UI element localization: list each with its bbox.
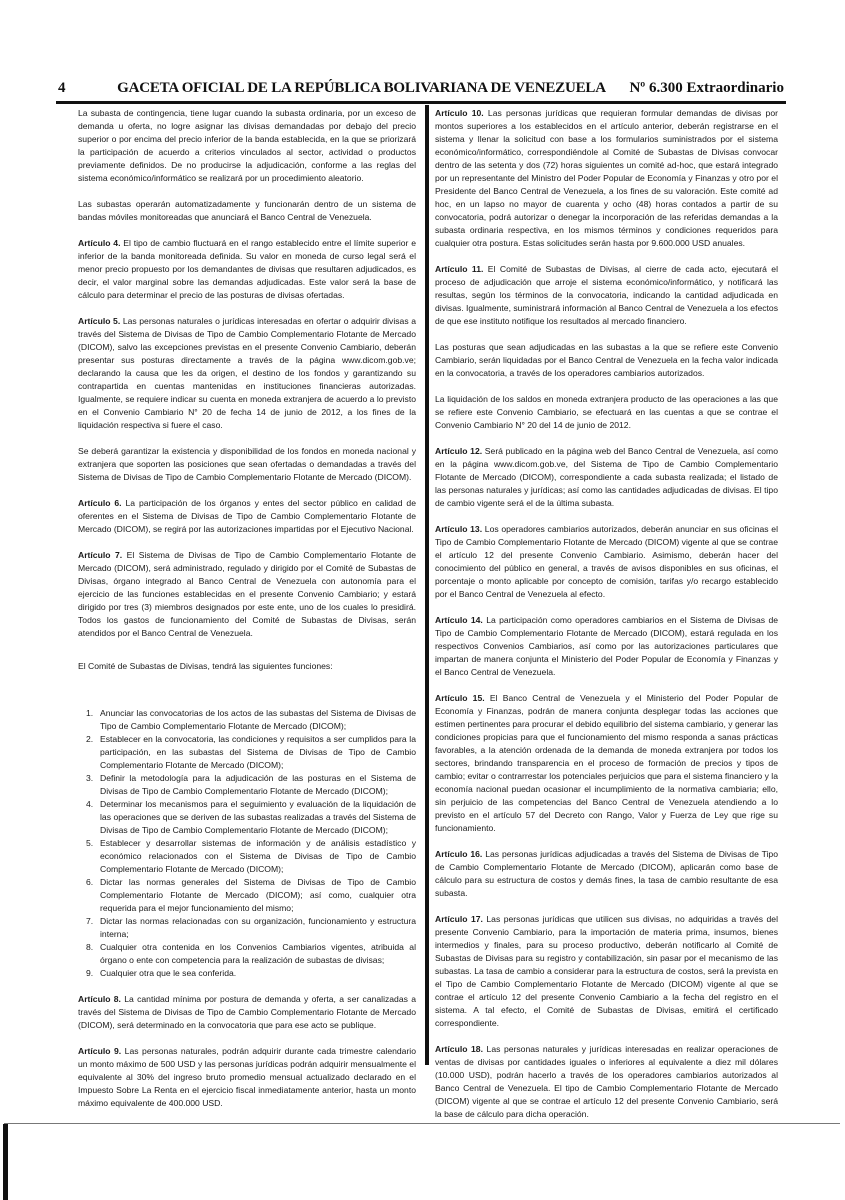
item-number: 5.	[86, 838, 94, 848]
item-text: Cualquier otra contenida en los Convenios Cambiarios vigentes, atribuida al órgano o ente con competencia para la realización de subastas de divisas;	[100, 942, 416, 965]
article-text: Las personas jurídicas adjudicadas a través del Sistema de Divisas de Tipo de Cambio Complementario Flotante de Mercado (DICOM), aplicarán como base de cálculo para su estructura de costos y demás fines, la tasa de cambio resultante de esa subasta.	[435, 849, 778, 898]
article-10	[435, 107, 778, 250]
article-label: Artículo 16.	[435, 849, 483, 859]
article-5	[78, 315, 416, 432]
paragraph-auction-bands: Las subastas operarán automatizadamente y funcionarán dentro de un sistema de bandas móviles monitoreadas que anunciará el Banco Central de Venezuela.	[78, 199, 416, 222]
article-label: Artículo 7.	[78, 550, 123, 560]
article-text: La cantidad mínima por postura de demanda y oferta, a ser canalizadas a través del Sistema de Divisas de Tipo de Cambio Complementario Flotante de Mercado (DICOM), será determinado en la convocatoria que para ese acto se publique.	[78, 994, 416, 1030]
item-text: Definir la metodología para la adjudicación de las posturas en el Sistema de Divisas de Tipo de Cambio Complementario Flotante de Mercado (DICOM);	[100, 773, 416, 796]
article-label: Artículo 6.	[78, 498, 122, 508]
item-number: 3.	[86, 773, 94, 783]
article-text: Las personas naturales y jurídicas interesadas en realizar operaciones de ventas de divisas por cantidades iguales o inferiores al equivalente a diez mil dólares (10.000 USD), podrán hacerlo a través de los operadores cambiarios autorizados al Banco Central de Venezuela. El tipo de Cambio Complementario Flotante de Mercado (DICOM) vigente al que se contrae el artículo 12 del presente Convenio Cambiario, será la base de cálculo para dicha operación.	[435, 1044, 778, 1119]
article-text: El Banco Central de Venezuela y el Ministerio del Poder Popular de Economía y Finanzas, podrán de manera conjunta desplegar todas las acciones que estimen pertinentes para procurar el debido equilibrio del sistema cambiario, y generar las condiciones propicias para que el funcionamiento del mismo responda a sanas prácticas favorables, a la atención ordenada de la demanda de moneda extranjera por todos los sectores, brindando transparencia en el proceso de formación de precios y tipos de cambio; evitar o contrarrestar los potenciales perjuicios que para el sistema financiero y la economía nacional puedan ocasionar el incumplimiento de la normativa cambiaria; ello, sin perjuicio de las competencias del Banco Central de Venezuela atendiendo a lo previsto en el artículo 57 del Decreto con Rango, Valor y Fuerza de Ley que rige su funcionamiento.	[435, 693, 778, 833]
article-12	[435, 445, 778, 510]
item-number: 8.	[86, 942, 94, 952]
article-18	[435, 1043, 778, 1121]
article-4	[78, 237, 416, 302]
header-rule	[56, 101, 786, 104]
article-text: La participación como operadores cambiarios en el Sistema de Divisas de Tipo de Cambio Complementario Flotante de Mercado (DICOM), estará regulada en los respectivos Convenios Cambiarios, así como por las autorizaciones particulares que impartan de manera conjunta el Ministerio del Poder Popular de Economía y Finanzas y el Banco Central de Venezuela.	[435, 615, 778, 677]
article-text: Las personas naturales o jurídicas interesadas en ofertar o adquirir divisas a través del Sistema de Divisas de Tipo de Cambio Complementario Flotante de Mercado (DICOM), salvo las excepciones previstas en el presente Convenio Cambiario, deberán presentar sus posturas directamente a través de la página www.dicom.gob.ve; declarando la causa que les da origen, el destino de los fondos y garantizando su contrapartida en cuentas mantenidas en instituciones financieras autorizadas. Igualmente, se requiere indicar su cuenta en moneda extranjera de acuerdo a lo previsto en el Convenio Cambiario N° 20 de fecha 14 de junio de 2012, a los fines de la liquidación respectiva si fuere el caso.	[78, 316, 416, 430]
item-text: Establecer y desarrollar sistemas de información y de análisis estadístico y económico relacionados con el Sistema de Divisas de Tipo de Cambio Complementario Flotante de Mercado (DICOM);	[100, 838, 416, 874]
article-label: Artículo 12.	[435, 446, 483, 456]
article-6	[78, 497, 416, 536]
article-7	[78, 549, 416, 640]
article-label: Artículo 5.	[78, 316, 121, 326]
item-number: 7.	[86, 916, 94, 926]
article-label: Artículo 8.	[78, 994, 121, 1004]
article-text: Será publicado en la página web del Banco Central de Venezuela, así como en la página www.dicom.gob.ve, del Sistema de Tipo de Cambio Complementario Flotante de Mercado (DICOM), correspondiente a cada subasta realizada; el listado de las personas naturales y jurídicas; así como las cantidades adjudicadas de divisas. El tipo de cambio vigente será el de la última subasta.	[435, 446, 778, 508]
item-text: Dictar las normas generales del Sistema de Divisas de Tipo de Cambio Complementario Flotante de Mercado (DICOM); así como, cualquier otra requerida para el mejor funcionamiento del mismo;	[100, 877, 416, 913]
functions-list	[78, 707, 416, 980]
paragraph-contingency-auction: La subasta de contingencia, tiene lugar cuando la subasta ordinaria, por un exceso de demanda u oferta, no logre asignar las divisas demandadas por debajo del precio superior o por encima del precio inferior de la banda establecida, en la que se priorizará la participación de acuerdo a criterios vinculados al sector, actividad o productos previamente definidos. De no producirse la adjudicación, conforme a las reglas del sistema económico/informático se realizará por un procedimiento aleatorio.	[78, 108, 416, 183]
functions-intro: El Comité de Subastas de Divisas, tendrá las siguientes funciones:	[78, 661, 333, 671]
item-number: 1.	[86, 708, 94, 718]
item-text: Dictar las normas relacionadas con su organización, funcionamiento y estructura interna;	[100, 916, 416, 939]
article-9	[78, 1045, 416, 1110]
article-text: La participación de los órganos y entes del sector público en calidad de oferentes en el Sistema de Divisas de Tipo de Cambio Complementario Flotante de Mercado (DICOM), se regirá por las autorizaciones impartidas por el Ejecutivo Nacional.	[78, 498, 416, 534]
article-label: Artículo 13.	[435, 524, 483, 534]
article-text: El Comité de Subastas de Divisas, al cierre de cada acto, ejecutará el proceso de adjudicación que arroje el sistema económico/informático, y notificará las resultas, según los términos de la convocatoria, indicando la cantidad adjudicada en divisas. Igualmente, suministrará información al Banco Central de Venezuela a los efectos de que ese instituto notifique los resultados al mercado financiero.	[435, 264, 778, 326]
list-item	[78, 915, 416, 941]
gazette-title: GACETA OFICIAL DE LA REPÚBLICA BOLIVARIANA DE VENEZUELA	[117, 80, 606, 96]
article-label: Artículo 14.	[435, 615, 483, 625]
item-text: Cualquier otra que le sea conferida.	[100, 968, 237, 978]
paragraph-liquidation: La liquidación de los saldos en moneda extranjera producto de las operaciones a las que se refiere este Convenio Cambiario, se efectuará en las cuentas a que se contrae el Convenio Cambiario N° 20 del 14 de junio de 2012.	[435, 394, 778, 430]
article-11	[435, 263, 778, 328]
article-label: Artículo 18.	[435, 1044, 483, 1054]
list-item	[78, 967, 416, 980]
article-label: Artículo 11.	[435, 264, 484, 274]
issue-number: Nº 6.300 Extraordinario	[629, 80, 784, 96]
left-column	[78, 107, 416, 1123]
list-item	[78, 876, 416, 915]
article-13	[435, 523, 778, 601]
article-label: Artículo 9.	[78, 1046, 122, 1056]
list-item	[78, 837, 416, 876]
scan-left-edge	[3, 1124, 8, 1200]
article-14	[435, 614, 778, 679]
article-label: Artículo 10.	[435, 108, 484, 118]
page-header	[58, 80, 784, 100]
paragraph-awarded-bids: Las posturas que sean adjudicadas en las subastas a la que se refiere este Convenio Cambiario, serán liquidadas por el Banco Central de Venezuela en la fecha valor indicada en la convocatoria, a través de los operadores cambiarios autorizados.	[435, 342, 778, 378]
article-text: Las personas jurídicas que requieran formular demandas de divisas por montos superiores a los establecidos en el artículo anterior, deberán registrarse en el sistema y llenar la solicitud con base a los formularios suministrados por el sistema económico/informático, correspondiéndole al Comité de Subastas de Divisas convocar dentro de las setenta y dos (72) horas siguientes un comité ad-hoc, que estará integrado por un representante del Ministro del Poder Popular de Economía y Finanzas y otro por el Presidente del Banco Central de Venezuela, a los fines de su valoración. Este comité ad hoc, en un lapso no mayor de cuarenta y ocho (48) horas contados a partir de su convocatoria, podrá autorizar o denegar la incorporación de las referidas demandas a la subasta ordinaria respectiva, en los mismos términos y condiciones requeridos para cualquier otra postura. Estas solicitudes serán hasta por 9.600.000 USD anuales.	[435, 108, 778, 248]
article-label: Artículo 17.	[435, 914, 483, 924]
article-text: Las personas naturales, podrán adquirir durante cada trimestre calendario un monto máximo de 500 USD y las personas jurídicas podrán adquirir mensualmente el equivalente al 30% del ingreso bruto promedio mensual actualizado declarado en el Impuesto Sobre La Renta en el ejercicio fiscal inmediatamente anterior, hasta un monto máximo equivalente de 400.000 USD.	[78, 1046, 416, 1108]
article-text: El tipo de cambio fluctuará en el rango establecido entre el límite superior e inferior de la banda monitoreada definida. Su valor en moneda de curso legal será el menor precio propuesto por los demandantes de divisas que resultaren adjudicados, es decir, el valor marginal sobre las demandas adjudicadas. Este valor será la base de cálculo para determinar el precio de las posturas de divisas ofertadas.	[78, 238, 416, 300]
item-number: 2.	[86, 734, 94, 744]
list-item	[78, 733, 416, 772]
item-number: 4.	[86, 799, 94, 809]
item-text: Establecer en la convocatoria, las condiciones y requisitos a ser cumplidos para la participación, en las subastas del Sistema de Divisas de Tipo de Cambio Complementario Flotante de Mercado (DICOM);	[100, 734, 416, 770]
item-number: 6.	[86, 877, 94, 887]
scan-bottom-edge	[4, 1123, 840, 1124]
item-text: Determinar los mecanismos para el seguimiento y evaluación de la liquidación de las operaciones que se deriven de las subastas realizadas a través del Sistema de Divisas de Tipo de Cambio Complementario Flotante de Mercado (DICOM);	[100, 799, 416, 835]
page-number: 4	[58, 80, 66, 96]
article-8	[78, 993, 416, 1032]
right-column	[435, 107, 778, 1134]
list-item	[78, 798, 416, 837]
article-text: Los operadores cambiarios autorizados, deberán anunciar en sus oficinas el Tipo de Cambio Complementario Flotante de Mercado (DICOM) vigente al que se contrae el artículo 12 del presente Convenio Cambiario. Asimismo, deberán hacer del conocimiento del público en general, a través de avisos disponibles en sus oficinas, el porcentaje o monto aplicable por concepto de comisión, tarifas y/o recargo establecido por el Banco Central de Venezuela al efecto.	[435, 524, 778, 599]
article-label: Artículo 4.	[78, 238, 121, 248]
article-16	[435, 848, 778, 900]
item-text: Anunciar las convocatorias de los actos de las subastas del Sistema de Divisas de Tipo de Cambio Complementario Flotante de Mercado (DICOM);	[100, 708, 416, 731]
list-item	[78, 941, 416, 967]
article-text: El Sistema de Divisas de Tipo de Cambio Complementario Flotante de Mercado (DICOM), será administrado, regulado y dirigido por el Comité de Subastas de Divisas, órgano integrado al Banco Central de Venezuela con autonomía para el ejercicio de las funciones establecidas en el presente Convenio Cambiario; y estará dirigido por tres (3) miembros designados por este ente, uno de los cuales lo presidirá. Todos los gastos de funcionamiento del Comité de Subastas de Divisas, serán atendidos por el Banco Central de Venezuela.	[78, 550, 416, 638]
list-item	[78, 707, 416, 733]
column-divider	[425, 105, 429, 1065]
article-17	[435, 913, 778, 1030]
article-15	[435, 692, 778, 835]
list-item	[78, 772, 416, 798]
article-text: Las personas jurídicas que utilicen sus divisas, no adquiridas a través del presente Convenio Cambiario, para la importación de materia prima, insumos, bienes intermedios y finales, para su proceso productivo, deberán notificarlo al Comité de Subastas de Divisas para su registro y contabilización, sin pasar por el mecanismo de las subastas. La tasa de cambio a considerar para la estructura de costos, será la prevista en el Tipo de Cambio Complementario Flotante de Mercado (DICOM) vigente al que se contrae el artículo 12 del presente Convenio Cambiario a la fecha del registro en el sistema. A tal efecto, el Comité de Subastas de Divisas, emitirá el certificado correspondiente.	[435, 914, 778, 1028]
article-label: Artículo 15.	[435, 693, 485, 703]
paragraph-guarantee-funds: Se deberá garantizar la existencia y disponibilidad de los fondos en moneda nacional y extranjera que soporten las posiciones que sean ofertadas o demandadas a través del Sistema de Divisas de Tipo de Cambio Complementario Flotante de Mercado (DICOM).	[78, 446, 416, 482]
item-number: 9.	[86, 968, 94, 978]
